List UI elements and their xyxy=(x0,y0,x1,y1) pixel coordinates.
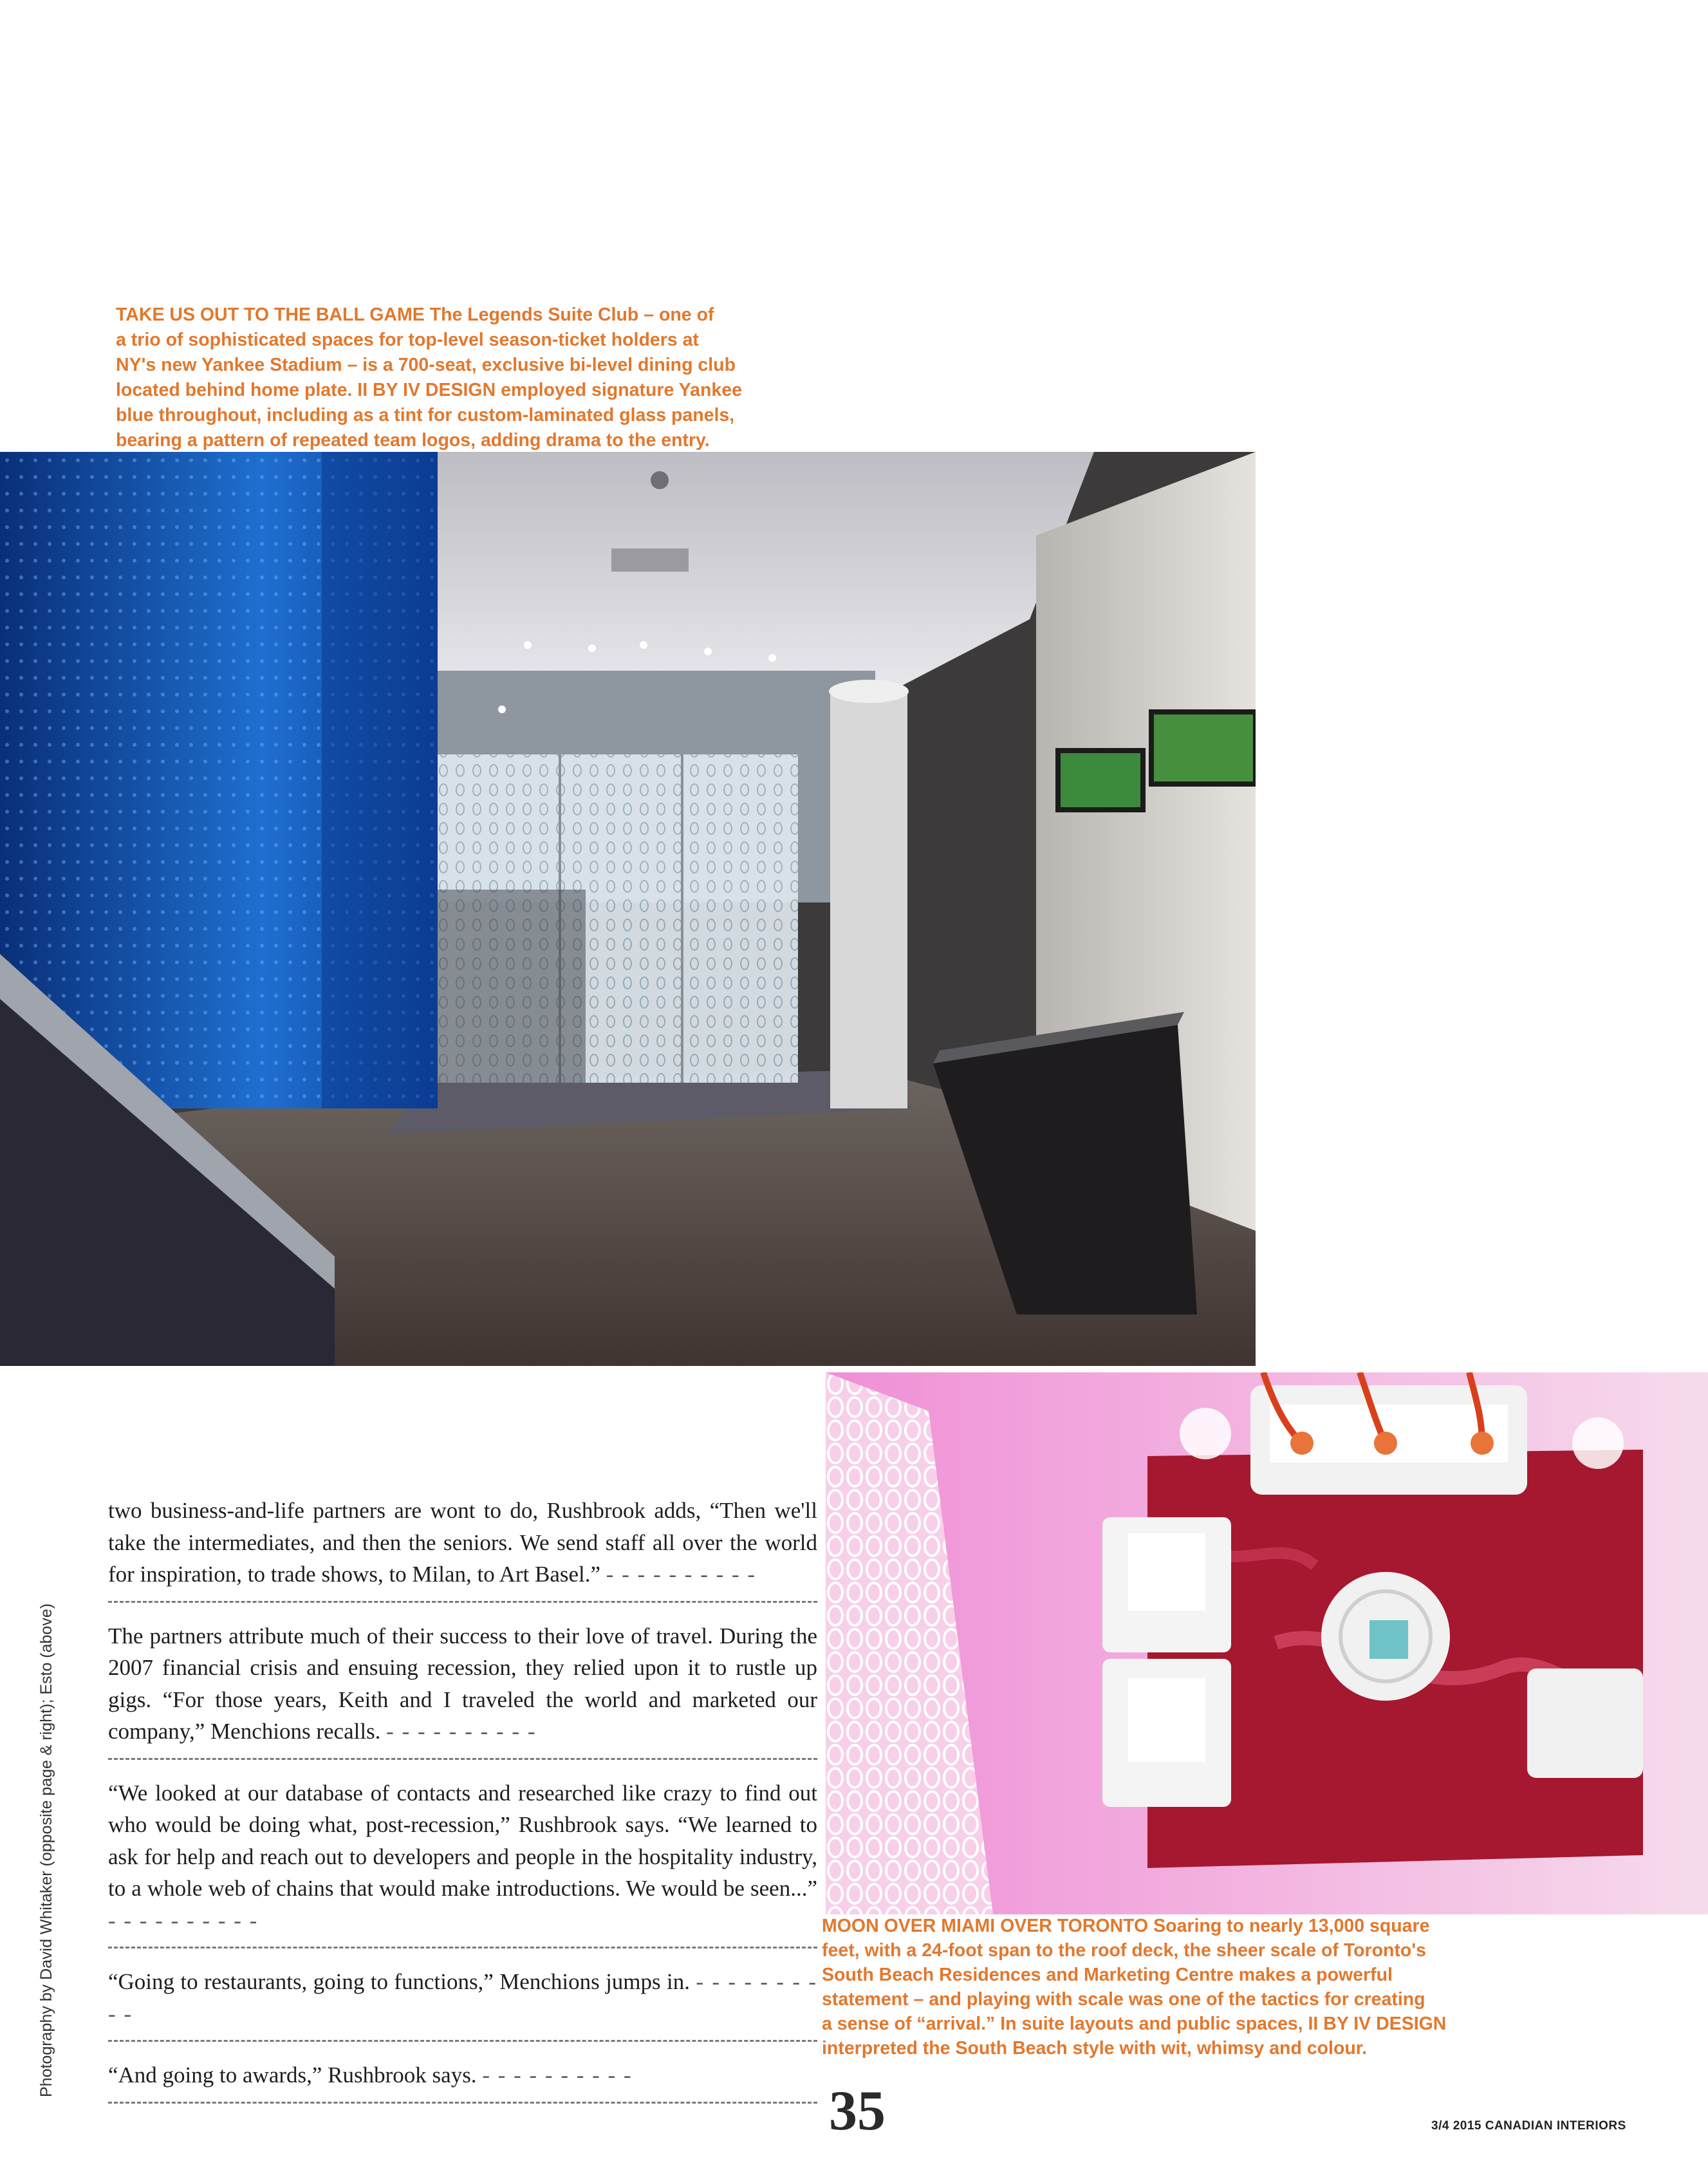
paragraph-2-text: The partners attribute much of their success to their love of travel. During the 2007 financial crisis and ensuing recession, they relied upon it to rustle up gigs. “For those years, Keith and I traveled the world and marketed our company,” Menchions recalls. xyxy=(108,1623,817,1744)
caption-bottom-lead: MOON OVER MIAMI OVER TORONTO xyxy=(822,1916,1149,1936)
caption-top-line-1 xyxy=(116,303,824,328)
dash-leader: - - - - - - - - - - xyxy=(482,2062,633,2088)
page-number: 35 xyxy=(829,2080,886,2142)
caption-top-line-6: bearing a pattern of repeated team logos, adding drama to the entry. xyxy=(116,430,710,451)
stadium-illustration xyxy=(0,452,1256,1366)
dashed-rule xyxy=(108,2040,817,2042)
photo-south-beach-residences xyxy=(826,1372,1708,1914)
caption-top-lead: TAKE US OUT TO THE BALL GAME xyxy=(116,304,425,325)
paragraph-1-text: two business-and-life partners are wont to do, Rushbrook adds, “Then we'll take the intermediates, and then the seniors. We send staff all over the world for inspiration, to trade shows, to Milan, to Art Basel.” xyxy=(108,1498,817,1587)
caption-top xyxy=(116,303,824,453)
dashed-rule xyxy=(108,1758,817,1760)
paragraph-3 xyxy=(108,1777,817,1937)
caption-top-line-3: NY's new Yankee Stadium – is a 700-seat, exclusive bi-level dining club xyxy=(116,355,736,375)
caption-top-line-5: blue throughout, including as a tint for custom-laminated glass panels, xyxy=(116,405,735,425)
paragraph-4-text: “Going to restaurants, going to functions,” Menchions jumps in. xyxy=(108,1969,690,1994)
paragraph-5 xyxy=(108,2059,817,2091)
magazine-footer: 3/4 2015 CANADIAN INTERIORS xyxy=(1431,2119,1626,2133)
caption-top-line-2: a trio of sophisticated spaces for top-level season-ticket holders at xyxy=(116,330,699,350)
photo-legends-suite-club xyxy=(0,452,1256,1366)
caption-bottom-line-4: statement – and playing with scale was one of the tactics for creating xyxy=(822,1989,1425,2010)
caption-top-line-4: located behind home plate. II BY IV DESIGN employed signature Yankee xyxy=(116,380,742,400)
caption-bottom-line-1 xyxy=(822,1914,1543,1938)
dashed-rule xyxy=(108,1947,817,1948)
article-body xyxy=(108,1495,817,2121)
paragraph-4 xyxy=(108,1966,817,2030)
caption-top-text-1: The Legends Suite Club – one of xyxy=(429,304,714,325)
dashed-rule xyxy=(108,1601,817,1603)
dash-leader: - - - - - - - - - - xyxy=(108,1907,259,1933)
caption-bottom-text-1: Soaring to nearly 13,000 square xyxy=(1153,1916,1430,1936)
caption-bottom-line-3: South Beach Residences and Marketing Centre makes a powerful xyxy=(822,1965,1393,1985)
dash-leader: - - - - - - - - - - xyxy=(606,1562,757,1587)
paragraph-1 xyxy=(108,1495,817,1591)
caption-bottom xyxy=(822,1914,1543,2061)
miami-illustration xyxy=(826,1372,1708,1914)
photo-credit: Photography by David Whitaker (opposite page & right); Esto (above) xyxy=(37,1603,55,2097)
paragraph-5-text: “And going to awards,” Rushbrook says. xyxy=(108,2062,477,2088)
dash-leader: - - - - - - - - - - xyxy=(386,1719,537,1744)
dash-leader: - - - - - - - - - - xyxy=(108,1969,818,2026)
caption-bottom-line-5: a sense of “arrival.” In suite layouts and public spaces, II BY IV DESIGN xyxy=(822,2014,1447,2034)
paragraph-2 xyxy=(108,1620,817,1748)
dashed-rule xyxy=(108,2102,817,2104)
caption-bottom-line-2: feet, with a 24-foot span to the roof deck, the sheer scale of Toronto's xyxy=(822,1940,1426,1961)
caption-bottom-line-6: interpreted the South Beach style with wit, whimsy and colour. xyxy=(822,2038,1368,2059)
paragraph-3-text: “We looked at our database of contacts and researched like crazy to find out who would be doing what, post-recession,” Rushbrook says. “We learned to ask for help and reach out to developers and people in the hospitality industry, to a whole web of chains that would make introductions. We would be seen...” xyxy=(108,1780,817,1901)
